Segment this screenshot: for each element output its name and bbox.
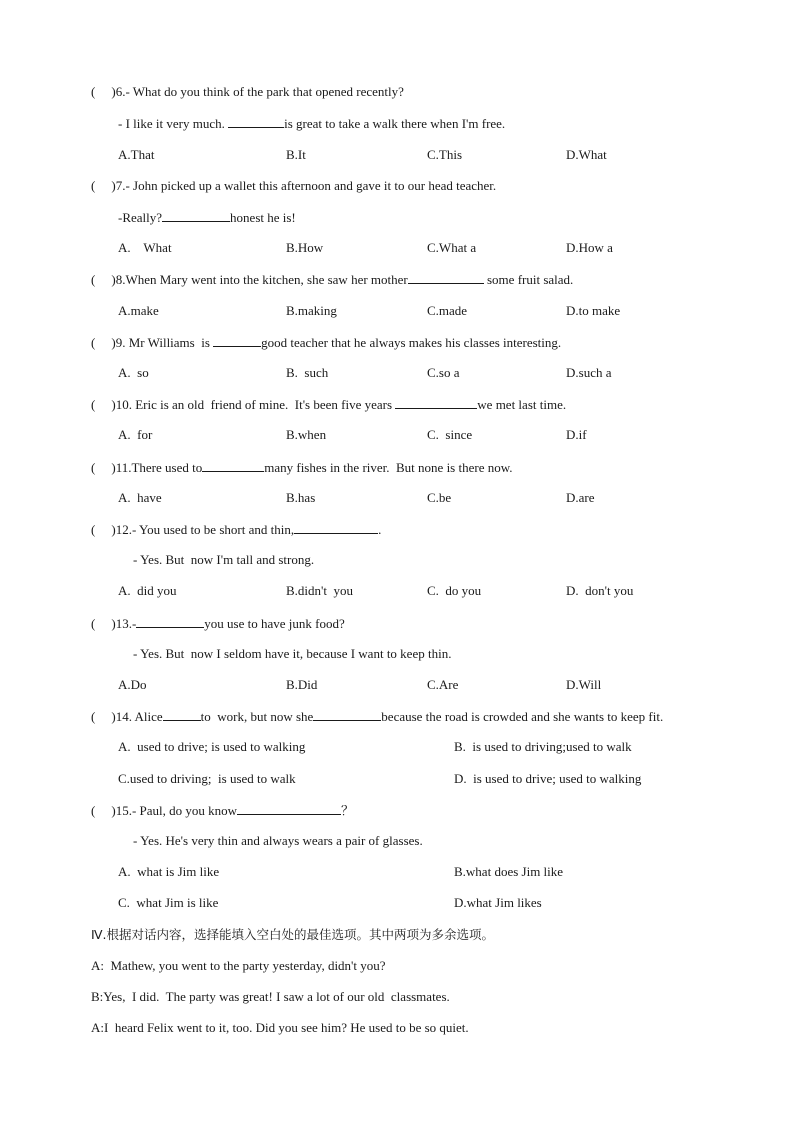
option-a[interactable]: A. have [118,490,162,505]
option-a[interactable]: A.Do [118,677,147,692]
option-b[interactable]: B.when [286,427,327,442]
answer-bracket-open[interactable]: ( [91,272,96,287]
answer-bracket-open[interactable]: ( [91,803,96,818]
answer-bracket-open[interactable]: ( [91,616,96,631]
option-b[interactable]: B.what does Jim like [454,864,564,879]
option-b[interactable]: B. is used to driving;used to walk [454,739,632,754]
dialogue-line: A: Mathew, you went to the party yesterday, didn't you? [91,958,386,973]
option-a[interactable]: A. used to drive; is used to walking [118,739,306,754]
option-c[interactable]: C.made [427,303,468,318]
option-a[interactable]: A. what is Jim like [118,864,220,879]
answer-bracket-open[interactable]: ( [91,84,96,99]
option-d[interactable]: D.What [566,147,607,162]
dialogue-line: A:I heard Felix went to it, too. Did you see him? He used to be so quiet. [91,1020,469,1035]
question-13-stem: ( )13.- you use to have junk food? [91,616,345,631]
option-c[interactable]: C.This [427,147,463,162]
answer-bracket-open[interactable]: ( [91,522,96,537]
section-4-heading: Ⅳ.根据对话内容，选择能填入空白处的最佳选项。其中两项为多余选项。 [91,927,495,942]
option-d[interactable]: D. is used to drive; used to walking [454,771,642,786]
option-a[interactable]: A.That [118,147,155,162]
question-10-stem: ( )10. Eric is an old friend of mine. It's been five years we met last time. [91,397,567,412]
option-c[interactable]: C. since [427,427,473,442]
option-c[interactable]: C.What a [427,240,477,255]
fill-blank[interactable] [395,396,477,409]
option-c[interactable]: C. do you [427,583,482,598]
option-a[interactable]: A. What [118,240,172,255]
option-d[interactable]: D.to make [566,303,621,318]
question-15-line2: - Yes. He's very thin and always wears a pair of glasses. [133,833,423,848]
option-b[interactable]: B.has [286,490,316,505]
question-14-stem: ( )14. Alice to work, but now she because the road is crowded and she wants to keep fit. [91,709,664,724]
question-15-stem: ( )15.- Paul, do you know ？ [91,803,355,818]
option-c[interactable]: C.used to driving; is used to walk [118,771,296,786]
answer-bracket-open[interactable]: ( [91,335,96,350]
option-b[interactable]: B.Did [286,677,318,692]
question-8-stem: ( )8.When Mary went into the kitchen, she saw her mother some fruit salad. [91,272,574,287]
option-b[interactable]: B. such [286,365,329,380]
fill-blank[interactable] [163,708,201,721]
answer-bracket-open[interactable]: ( [91,397,96,412]
option-b[interactable]: B.How [286,240,324,255]
option-d[interactable]: D.if [566,427,587,442]
option-d[interactable]: D.such a [566,365,612,380]
fill-blank[interactable] [237,802,341,815]
option-d[interactable]: D.what Jim likes [454,895,542,910]
fill-blank[interactable] [213,334,261,347]
option-c[interactable]: C. what Jim is like [118,895,219,910]
dialogue-line: B:Yes, I did. The party was great! I saw a lot of our old classmates. [91,989,450,1004]
fill-blank[interactable] [294,521,378,534]
option-a[interactable]: A. for [118,427,153,442]
option-b[interactable]: B.It [286,147,306,162]
answer-bracket-open[interactable]: ( [91,178,96,193]
option-a[interactable]: A. did you [118,583,177,598]
question-6-stem: ( )6.- What do you think of the park that opened recently? [91,84,404,99]
option-c[interactable]: C.be [427,490,452,505]
option-b[interactable]: B.making [286,303,337,318]
fill-blank[interactable] [136,615,204,628]
question-12-stem: ( )12.- You used to be short and thin, . [91,522,382,537]
answer-bracket-open[interactable]: ( [91,460,96,475]
option-a[interactable]: A. so [118,365,149,380]
option-a[interactable]: A.make [118,303,159,318]
option-d[interactable]: D.Will [566,677,602,692]
question-6-line2: - I like it very much. is great to take a walk there when I'm free. [118,116,506,131]
fill-blank[interactable] [408,271,484,284]
option-d[interactable]: D.How a [566,240,613,255]
option-c[interactable]: C.so a [427,365,460,380]
question-12-line2: - Yes. But now I'm tall and strong. [133,552,315,567]
option-d[interactable]: D. don't you [566,583,634,598]
answer-bracket-open[interactable]: ( [91,709,96,724]
option-c[interactable]: C.Are [427,677,459,692]
question-7-line2: -Really? honest he is! [118,210,296,225]
question-7-stem: ( )7.- John picked up a wallet this afternoon and gave it to our head teacher. [91,178,497,193]
question-13-line2: - Yes. But now I seldom have it, because I want to keep thin. [133,646,452,661]
option-d[interactable]: D.are [566,490,595,505]
question-9-stem: ( )9. Mr Williams is good teacher that he always makes his classes interesting. [91,335,562,350]
fill-blank[interactable] [162,209,230,222]
fill-blank[interactable] [228,115,284,128]
fill-blank[interactable] [313,708,381,721]
option-b[interactable]: B.didn't you [286,583,353,598]
question-11-stem: ( )11.There used to many fishes in the river. But none is there now. [91,460,513,475]
fill-blank[interactable] [202,459,264,472]
